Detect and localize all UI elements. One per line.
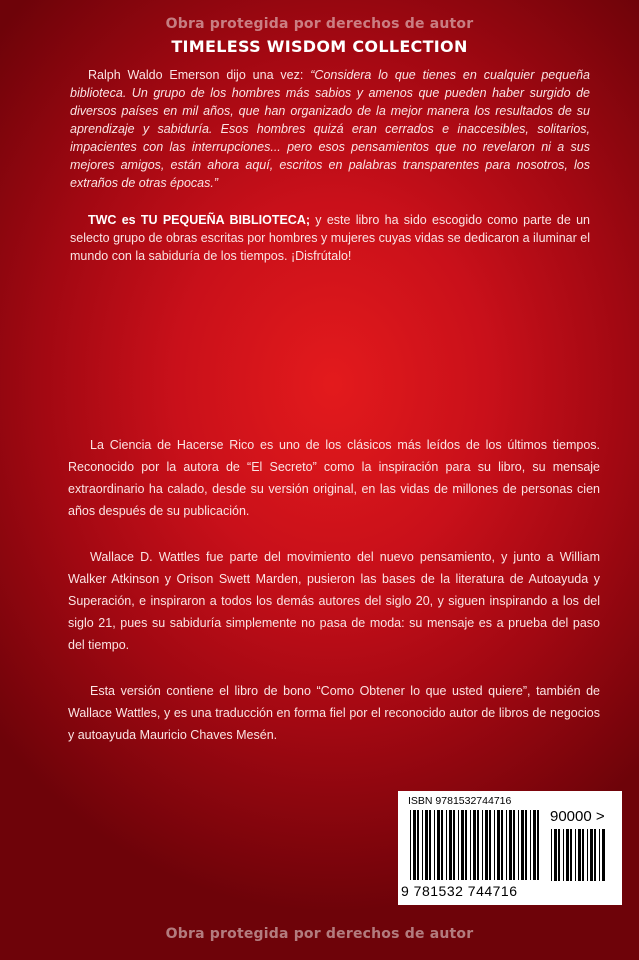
barcode-bar	[537, 810, 539, 880]
barcode-bar	[551, 829, 552, 881]
barcode-bar	[485, 810, 488, 880]
price-code: 90000 >	[550, 808, 605, 825]
collection-title: TIMELESS WISDOM COLLECTION	[171, 37, 468, 56]
barcode-bar	[554, 829, 557, 881]
watermark-bottom: Obra protegida por derechos de autor	[165, 926, 474, 942]
description-paragraph-1: La Ciencia de Hacerse Rico es uno de los clásicos más leídos de los últimos tiempos. Reconocido por la autora de “El Secreto” como la inspiración para su libro, su mensaje extraordinario ha calado, desde su versión original, en las vidas de millones de personas cien años después de su publicación.	[68, 438, 600, 518]
barcode-bar	[425, 810, 428, 880]
barcode-bar	[434, 810, 435, 880]
description-paragraph-2: Wallace D. Wattles fue parte del movimiento del nuevo pensamiento, y junto a William Walker Atkinson y Orison Swett Marden, pusieron las bases de la literatura de Autoayuda y Superación, e inspiraron a todos los demás autores del siglo 20, y siguen inspirando a los del siglo 21, pues su sabiduría simplemente no pasa de moda: su mensaje es a prueba del paso del tiempo.	[68, 550, 600, 652]
barcode-bar	[590, 829, 593, 881]
barcode-bar	[509, 810, 512, 880]
barcode-bar	[506, 810, 507, 880]
barcode-bar	[482, 810, 483, 880]
barcode-bar	[437, 810, 440, 880]
emerson-quote: “Considera lo que tienes en cualquier pequeña biblioteca. Un grupo de los hombres más sabios y amenos que pueden haber surgido de diversos países en mil años, que han organizado de la mejor manera los resultados de su aprendizaje y sabiduría. Esos hombres quizá eran cerrados e inaccesibles, solitarios, impacientes con las interrupciones... pero esos pensamientos que no revelaron ni a sus mejores amigos, están ahora aquí, escritos en palabras transparentes para nosotros, los extraños de otras épocas.”	[70, 68, 590, 190]
barcode-bar	[422, 810, 423, 880]
twc-rest: y este libro ha sido escogido como parte de un selecto grupo de obras escritas por hombres y mujeres cuyas vidas se dedicaron a iluminar el mundo con la sabiduría de los tiempos. ¡Disfrútalo!	[70, 213, 590, 263]
barcode-bar	[578, 829, 581, 881]
isbn-digits: 9 781532 744716	[401, 883, 518, 899]
barcode-bar	[501, 810, 503, 880]
barcode-bar	[458, 810, 459, 880]
barcode-bars	[410, 810, 542, 884]
barcode-bar	[465, 810, 467, 880]
barcode-bar	[530, 810, 531, 880]
watermark-top: Obra protegida por derechos de autor	[165, 16, 474, 32]
barcode-bar	[582, 829, 584, 881]
barcode-bar	[602, 829, 605, 881]
barcode-bar	[446, 810, 447, 880]
barcode-bar	[461, 810, 464, 880]
barcode-bar	[563, 829, 564, 881]
isbn-barcode	[398, 791, 622, 905]
barcode-bar	[473, 810, 476, 880]
barcode-bar	[521, 810, 524, 880]
barcode-bar	[575, 829, 576, 881]
description-paragraph-3: Esta versión contiene el libro de bono “Como Obtener lo que usted quiere”, también de Wallace Wattles, y es una traducción en forma fiel por el reconocido autor de libros de negocios y autoayuda Mauricio Chaves Mesén.	[68, 684, 600, 742]
barcode-bar	[494, 810, 495, 880]
barcode-bar	[566, 829, 569, 881]
barcode-bar	[413, 810, 416, 880]
barcode-bar	[441, 810, 443, 880]
barcode-bar	[525, 810, 527, 880]
twc-bold-lead: TWC es TU PEQUEÑA BIBLIOTECA;	[88, 213, 311, 227]
barcode-bar	[513, 810, 515, 880]
barcode-bar	[533, 810, 536, 880]
barcode-bar	[570, 829, 572, 881]
barcode-bar	[449, 810, 452, 880]
isbn-label: ISBN 9781532744716	[408, 795, 512, 807]
barcode-bar	[470, 810, 471, 880]
barcode-bar	[518, 810, 519, 880]
barcode-bar	[558, 829, 560, 881]
barcode-bar	[410, 810, 411, 880]
barcode-bar	[599, 829, 600, 881]
quote-lead: Ralph Waldo Emerson dijo una vez:	[88, 68, 311, 82]
addon-barcode-bars	[551, 829, 607, 883]
barcode-bar	[497, 810, 500, 880]
barcode-bar	[489, 810, 491, 880]
emerson-quote-paragraph	[70, 66, 590, 192]
barcode-bar	[453, 810, 455, 880]
twc-paragraph	[70, 211, 590, 265]
barcode-bar	[429, 810, 431, 880]
barcode-bar	[477, 810, 479, 880]
barcode-bar	[417, 810, 419, 880]
barcode-bar	[587, 829, 588, 881]
barcode-bar	[594, 829, 596, 881]
